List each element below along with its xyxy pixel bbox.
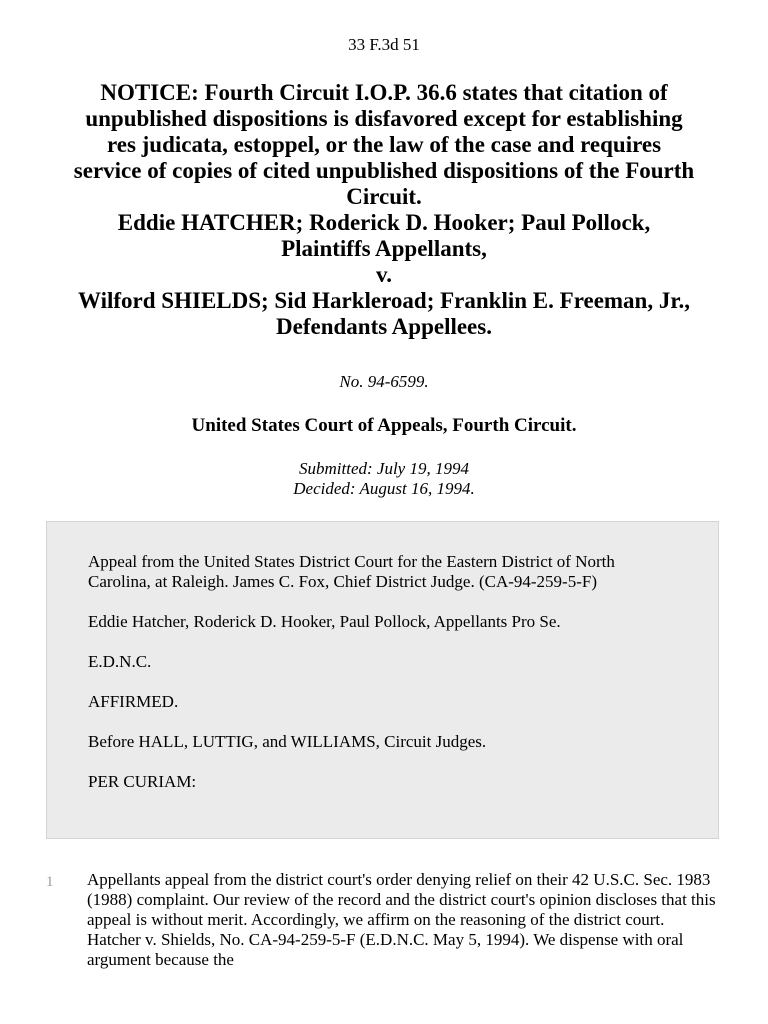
parties-line: v. xyxy=(376,262,392,287)
notice-line: service of copies of cited unpublished dispositions of the Fourth xyxy=(73,158,695,183)
docket-number: No. 94-6599. xyxy=(339,372,429,391)
case-summary-box xyxy=(46,521,719,839)
submitted-date: Submitted: July 19, 1994 xyxy=(299,459,469,478)
panel-text: Before HALL, LUTTIG, and WILLIAMS, Circuit Judges. xyxy=(88,732,487,751)
case-heading xyxy=(40,80,728,340)
case-dates xyxy=(0,459,768,499)
notice-line: Circuit. xyxy=(346,184,422,209)
paragraph-text: Appellants appeal from the district court's order denying relief on their 42 U.S.C. Sec. 1983 (1988) complaint. Our review of the record and the district court's opinion discloses that this appeal is without merit. Accordingly, we affirm on the reasoning of the district court. Hatcher v. Shields, No. CA-94-259-5-F (E.D.N.C. May 5, 1994). We dispense with oral argument because the xyxy=(87,870,716,969)
disposition-text: AFFIRMED. xyxy=(88,692,179,711)
notice-line: NOTICE: Fourth Circuit I.O.P. 36.6 states that citation of xyxy=(100,80,668,105)
author-text: PER CURIAM: xyxy=(88,772,197,791)
counsel-text: Eddie Hatcher, Roderick D. Hooker, Paul Pollock, Appellants Pro Se. xyxy=(88,612,561,631)
parties-line: Wilford SHIELDS; Sid Harkleroad; Franklin E. Freeman, Jr., xyxy=(78,288,690,313)
court-name: United States Court of Appeals, Fourth Circuit. xyxy=(191,415,577,436)
paragraph-number: 1 xyxy=(46,874,54,890)
case-summary-content xyxy=(88,552,678,812)
appeal-from-text: Appeal from the United States District Court for the Eastern District of North Carolina, at Raleigh. James C. Fox, Chief District Judge. (CA-94-259-5-F) xyxy=(88,552,615,591)
parties-line: Eddie HATCHER; Roderick D. Hooker; Paul Pollock, xyxy=(117,210,651,235)
parties-line: Defendants Appellees. xyxy=(276,314,492,339)
decided-date: Decided: August 16, 1994. xyxy=(293,479,475,498)
notice-line: res judicata, estoppel, or the law of the case and requires xyxy=(106,132,662,157)
notice-line: unpublished dispositions is disfavored except for establishing xyxy=(85,106,683,131)
parties-line: Plaintiffs Appellants, xyxy=(281,236,487,261)
district-text: E.D.N.C. xyxy=(88,652,152,671)
case-citation: 33 F.3d 51 xyxy=(348,35,420,54)
